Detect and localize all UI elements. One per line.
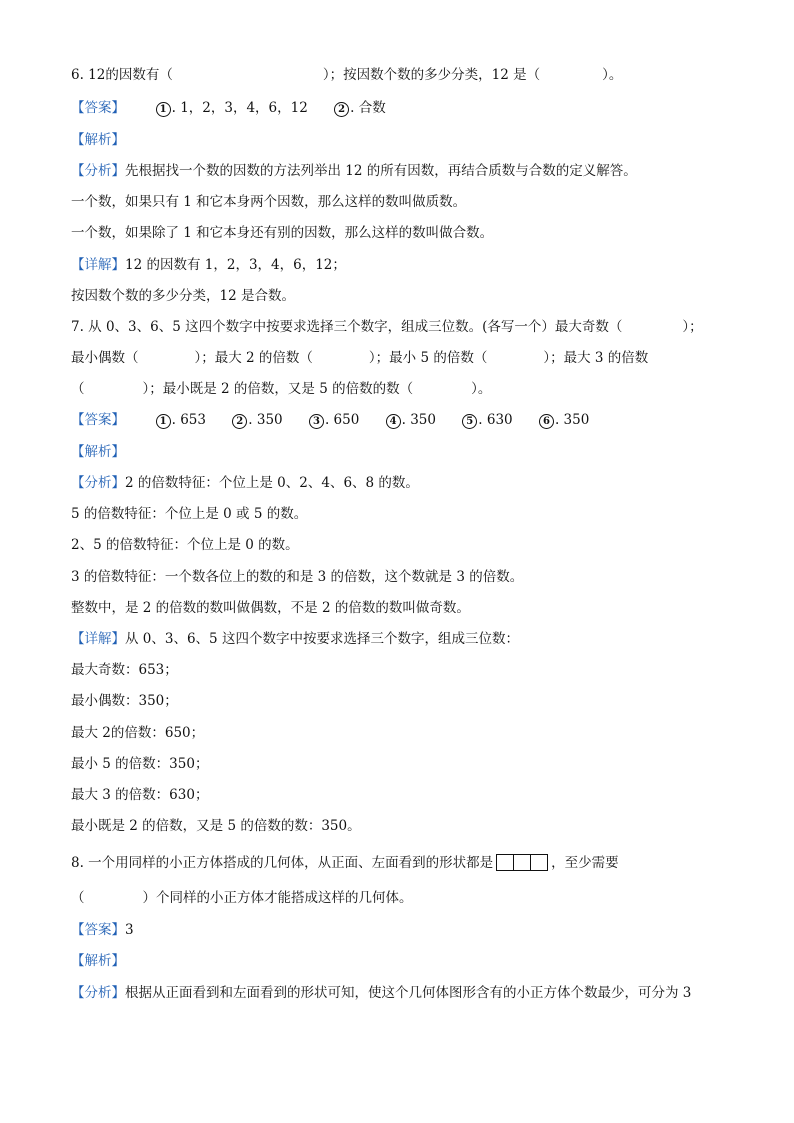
q6-analysis-tag: 【解析】	[71, 132, 125, 148]
q6-detail	[71, 256, 346, 274]
circled-5-icon: 5	[462, 414, 477, 429]
q8-answer-tag: 【答案】	[71, 922, 125, 938]
q7-l1a: 7. 从 0、3、6、5 这四个数字中按要求选择三个数字，组成三位数。(各写一个）最大奇数（	[71, 319, 623, 335]
q7-answer-3: 3 . 650	[309, 412, 359, 428]
circled-2-icon: 2	[232, 414, 247, 429]
q7-answer-tag: 【答案】	[71, 412, 125, 428]
q6-answer-2: 2 . 合数	[334, 100, 386, 116]
q7-fenxi-5: 整数中，是 2 的倍数的数叫做偶数，不是 2 的倍数的数叫做奇数。	[71, 600, 470, 616]
q7-stem-line2	[71, 349, 648, 367]
q7-answer-2: 2 . 350	[232, 412, 282, 428]
q7-fenxi	[71, 474, 419, 492]
q7-fenxi-tag: 【分析】	[71, 475, 125, 491]
q8-stem-line2	[71, 889, 413, 907]
q7-answer-2-text: 350	[256, 412, 283, 428]
q7-l2b: ）；最大 2 的倍数（	[194, 350, 313, 366]
circled-2-icon: 2	[334, 102, 349, 117]
circled-1-icon: 1	[156, 414, 171, 429]
q7-detail-text: 从 0、3、6、5 这四个数字中按要求选择三个数字，组成三位数：	[125, 631, 519, 647]
q8-stem-line1	[71, 854, 619, 872]
q7-analysis-tag: 【解析】	[71, 444, 125, 460]
q6-stem-b: ）；按因数个数的多少分类，12 是（	[322, 67, 541, 83]
q7-fenxi-text: 2 的倍数特征：个位上是 0、2、4、6、8 的数。	[125, 475, 419, 491]
q6-detail-1: 12 的因数有 1，2，3，4，6，12；	[125, 257, 346, 273]
q8-l1b: ，至少需要	[551, 855, 619, 871]
q7-answer-6-text: 350	[563, 412, 590, 428]
q6-stem	[71, 66, 622, 84]
q7-answer-1-text: 653	[180, 412, 206, 428]
q6-answer	[71, 99, 408, 117]
q7-detail-tag: 【详解】	[71, 631, 125, 647]
q8-analysis-tag: 【解析】	[71, 953, 125, 969]
q7-answer-4-text: 350	[410, 412, 436, 428]
q6-fenxi-text: 先根据找一个数的因数的方法列举出 12 的所有因数，再结合质数与合数的定义解答。	[125, 163, 637, 179]
q6-answer-tag: 【答案】	[71, 100, 125, 116]
q6-fenxi-tag: 【分析】	[71, 163, 125, 179]
q8-l1a: 8. 一个用同样的小正方体搭成的几何体，从正面、左面看到的形状都是	[71, 855, 494, 871]
q7-answer-5: 5 . 630	[462, 412, 512, 428]
q7-answer-6: 6 . 350	[539, 412, 589, 428]
q8-answer	[71, 921, 134, 939]
q7-stem-line1	[71, 318, 703, 336]
q7-answer	[71, 411, 611, 429]
q7-answer-1: 1 . 653	[156, 412, 206, 428]
q6-detail-tag: 【详解】	[71, 257, 125, 273]
q7-answer-5-text: 630	[486, 412, 513, 428]
q7-detail-4: 最小 5 的倍数：350；	[71, 756, 209, 772]
q7-detail-1: 最大奇数：653；	[71, 662, 178, 678]
q6-def-composite: 一个数，如果除了 1 和它本身还有别的因数，那么这样的数叫做合数。	[71, 225, 494, 241]
q6-def-prime: 一个数，如果只有 1 和它本身两个因数，那么这样的数叫做质数。	[71, 194, 467, 210]
q7-l3a: （	[71, 381, 85, 397]
q7-detail-5: 最大 3 的倍数：630；	[71, 787, 209, 803]
q7-stem-line3	[71, 380, 491, 398]
q6-answer-2-text: 合数	[358, 100, 386, 116]
q6-stem-a: 6. 12的因数有（	[71, 67, 173, 83]
q7-answer-3-text: 650	[333, 412, 360, 428]
circled-6-icon: 6	[539, 414, 554, 429]
q8-fenxi-text: 根据从正面看到和左面看到的形状可知，使这个几何体图形含有的小正方体个数最少，可分为 3	[125, 985, 692, 1001]
q6-fenxi	[71, 162, 637, 180]
q7-l2a: 最小偶数（	[71, 350, 139, 366]
q8-fenxi	[71, 984, 691, 1002]
circled-4-icon: 4	[386, 414, 401, 429]
q6-answer-1: 1 . 1，2，3，4，6，12	[156, 100, 308, 116]
q7-l1b: ）；	[682, 319, 703, 335]
q6-detail-2: 按因数个数的多少分类，12 是合数。	[71, 288, 295, 304]
q7-detail	[71, 630, 519, 648]
q6-answer-1-text: 1，2，3，4，6，12	[180, 100, 308, 116]
q7-detail-6: 最小既是 2 的倍数，又是 5 的倍数的数：350。	[71, 818, 361, 834]
q8-answer-text: 3	[125, 922, 134, 938]
q7-fenxi-4: 3 的倍数特征：一个数各位上的数的和是 3 的倍数，这个数就是 3 的倍数。	[71, 569, 524, 585]
q7-fenxi-2: 5 的倍数特征：个位上是 0 或 5 的数。	[71, 506, 308, 522]
q7-l2c: ）；最小 5 的倍数（	[368, 350, 488, 366]
q7-l3c: ）。	[471, 381, 492, 397]
circled-1-icon: 1	[156, 102, 171, 117]
q6-stem-c: ）。	[602, 67, 623, 83]
q7-l3b: ）；最小既是 2 的倍数，又是 5 的倍数的数（	[142, 381, 414, 397]
q8-l2a: （	[71, 890, 85, 906]
q7-fenxi-3: 2、5 的倍数特征：个位上是 0 的数。	[71, 537, 299, 553]
q8-l2b: ）个同样的小正方体才能搭成这样的几何体。	[142, 890, 413, 906]
q7-detail-3: 最大 2的倍数：650；	[71, 725, 205, 741]
q7-detail-2: 最小偶数：350；	[71, 693, 178, 709]
q8-fenxi-tag: 【分析】	[71, 985, 125, 1001]
circled-3-icon: 3	[309, 414, 324, 429]
three-square-row-icon	[496, 854, 548, 871]
q7-l2d: ）；最大 3 的倍数	[543, 350, 649, 366]
q7-answer-4: 4 . 350	[386, 412, 436, 428]
